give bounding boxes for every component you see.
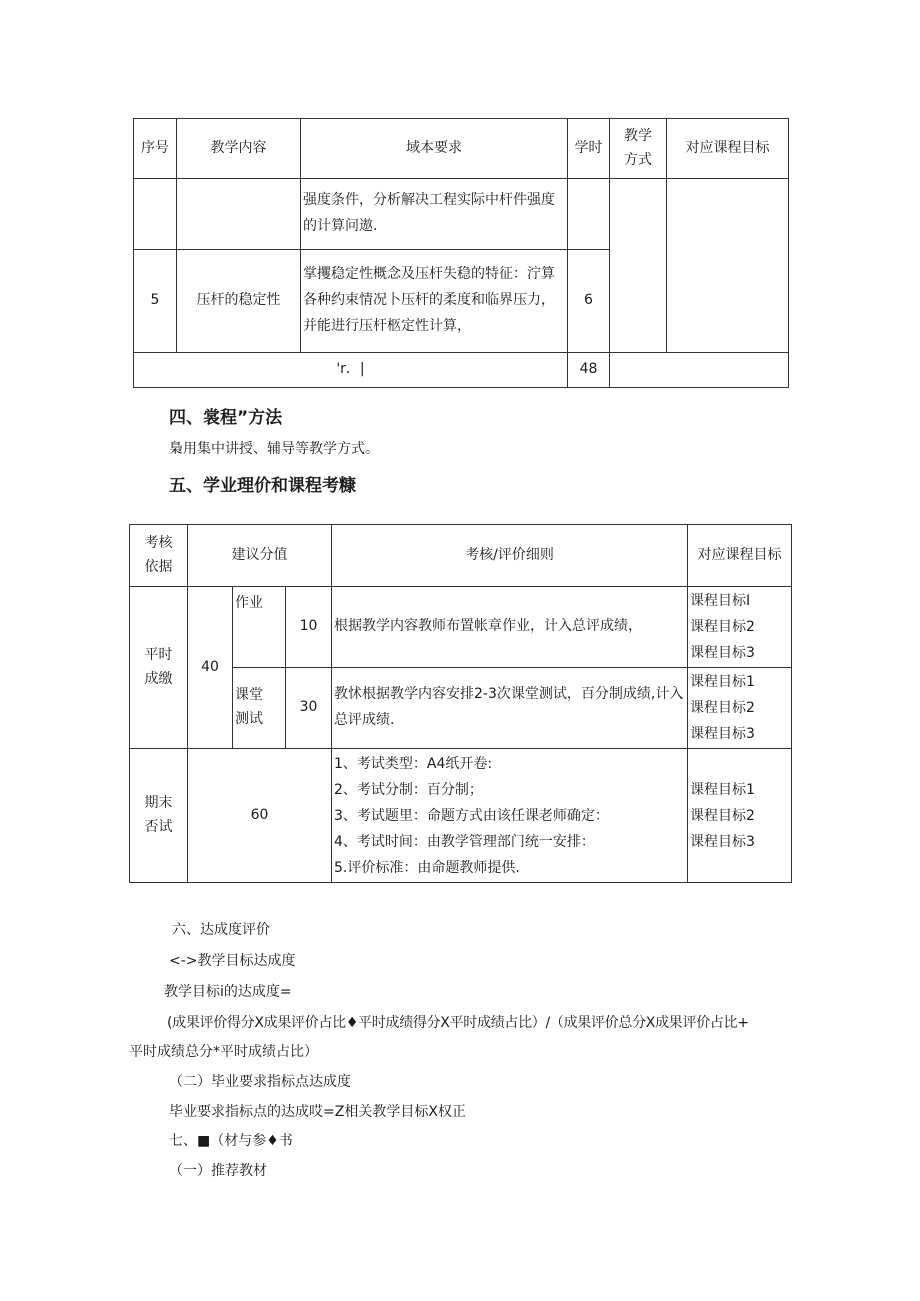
header-score: 建议分值 (188, 525, 332, 587)
goal-item: 课程目标Ⅰ (690, 593, 751, 609)
homework-rule: 根据教学内容教师布置帐章作业，计入总评成绩， (332, 587, 688, 668)
course-content-table (133, 118, 789, 388)
final-label (130, 749, 188, 883)
requirements-line: 强度条件，分析解决工程实际中杆件强度 (303, 192, 555, 209)
goal-item: 课程目标1 (690, 782, 755, 798)
requirements-line: 的计算问遨. (303, 218, 378, 234)
section4-title: 四、裳程”方法 (169, 408, 283, 428)
row5-content: 压杆的稳定性 (177, 250, 301, 353)
final-goals (688, 749, 792, 883)
goal-item: 课程目标3 (690, 726, 755, 742)
cell-empty (568, 179, 610, 250)
section7-title: 七、■（材与参♦书 (169, 1133, 293, 1149)
test-label-text: 课堂测试 (235, 687, 263, 727)
cell-empty (177, 179, 301, 250)
goal-item: 课程目标3 (690, 834, 755, 850)
total-hours: 48 (568, 353, 610, 388)
section5-title: 五、学业理价和课程考糠 (169, 476, 356, 496)
section4-text: 梟用集中讲授、辅导等教学方式。 (169, 441, 379, 457)
rule-item: 5.评价标准：由命题教师提供. (334, 859, 520, 876)
header-rules: 考核/评价细则 (332, 525, 688, 587)
final-rules (332, 749, 688, 883)
goal-item: 课程目标3 (690, 645, 755, 661)
row5-no: 5 (134, 250, 177, 353)
usual-label-text: 平时成缴 (144, 646, 173, 687)
requirements-cell (301, 179, 568, 250)
header-basis-text: 考核依据 (144, 534, 173, 575)
homework-score: 10 (286, 587, 332, 668)
test-rule: 教怵根据教学内容安排2-3次课堂测试，百分制成绩,计入总评成绩. (332, 668, 688, 749)
header-method-text: 教学方式 (623, 127, 652, 168)
requirements-line: 掌攫稳定性概念及压杆失稳的特征：泞算 (303, 266, 555, 283)
goal-item: 课程目标1 (690, 674, 755, 690)
cell-empty (610, 353, 789, 388)
section6-sub2-text: 毕业要求指标点的达成哎=Z相关教学目标X权正 (169, 1104, 466, 1120)
goal-item: 课程目标2 (690, 619, 755, 635)
homework-goals (688, 587, 792, 668)
rule-item: 3、考试题里：命题方式由该任课老师确定： (334, 807, 609, 824)
row5-requirements (301, 250, 568, 353)
formula-label: 教学目标i的达成度= (164, 984, 292, 1000)
rule-item: 1、考试类型：A4纸开卷: (334, 755, 493, 772)
method-cell (610, 179, 667, 353)
rule-item: 2、考试分制：百分制； (334, 781, 483, 798)
cell-empty (134, 179, 177, 250)
header-hours: 学时 (568, 119, 610, 179)
usual-label (130, 587, 188, 749)
section6-sub2: （二）毕业要求指标点达成度 (169, 1074, 351, 1090)
formula-line-1: (成果评价得分X成果评价占比♦平时成绩得分X平时成绩占比）/（成果评价总分X成果评价占比+ (167, 1015, 749, 1031)
header-basis (130, 525, 188, 587)
final-label-text: 期末否试 (144, 794, 173, 835)
header-goal: 对应课程目标 (667, 119, 789, 179)
goal-cell (667, 179, 789, 353)
header-no: 序号 (134, 119, 177, 179)
header-requirements: 域本要求 (301, 119, 568, 179)
requirements-line: 并能进行压杆柩定性计算， (303, 317, 471, 334)
rule-item: 4、考试时间：由教学管理部门统一安排： (334, 833, 595, 850)
goal-item: 课程目标2 (690, 808, 755, 824)
requirements-line: 各种约束情况卜压杆的柔度和临界压力， (303, 292, 555, 309)
header-goal: 对应课程目标 (688, 525, 792, 587)
homework-label: 作业 (233, 587, 286, 668)
section7-sub1: （一）推荐教材 (169, 1163, 267, 1179)
section6-title: 六、达成度评价 (172, 922, 270, 938)
header-content: 教学内容 (177, 119, 301, 179)
row5-hours: 6 (568, 250, 610, 353)
header-method (610, 119, 667, 179)
formula-line-2: 平时成绩总分*平时成绩占比） (129, 1044, 318, 1060)
test-score: 30 (286, 668, 332, 749)
test-label (233, 668, 286, 749)
total-label: 'r．| (134, 353, 568, 388)
test-goals (688, 668, 792, 749)
usual-total: 40 (188, 587, 233, 749)
assessment-table (129, 524, 792, 883)
final-score: 60 (188, 749, 332, 883)
section6-sub1: <->教学目标达成度 (169, 953, 296, 969)
goal-item: 课程目标2 (690, 700, 755, 716)
